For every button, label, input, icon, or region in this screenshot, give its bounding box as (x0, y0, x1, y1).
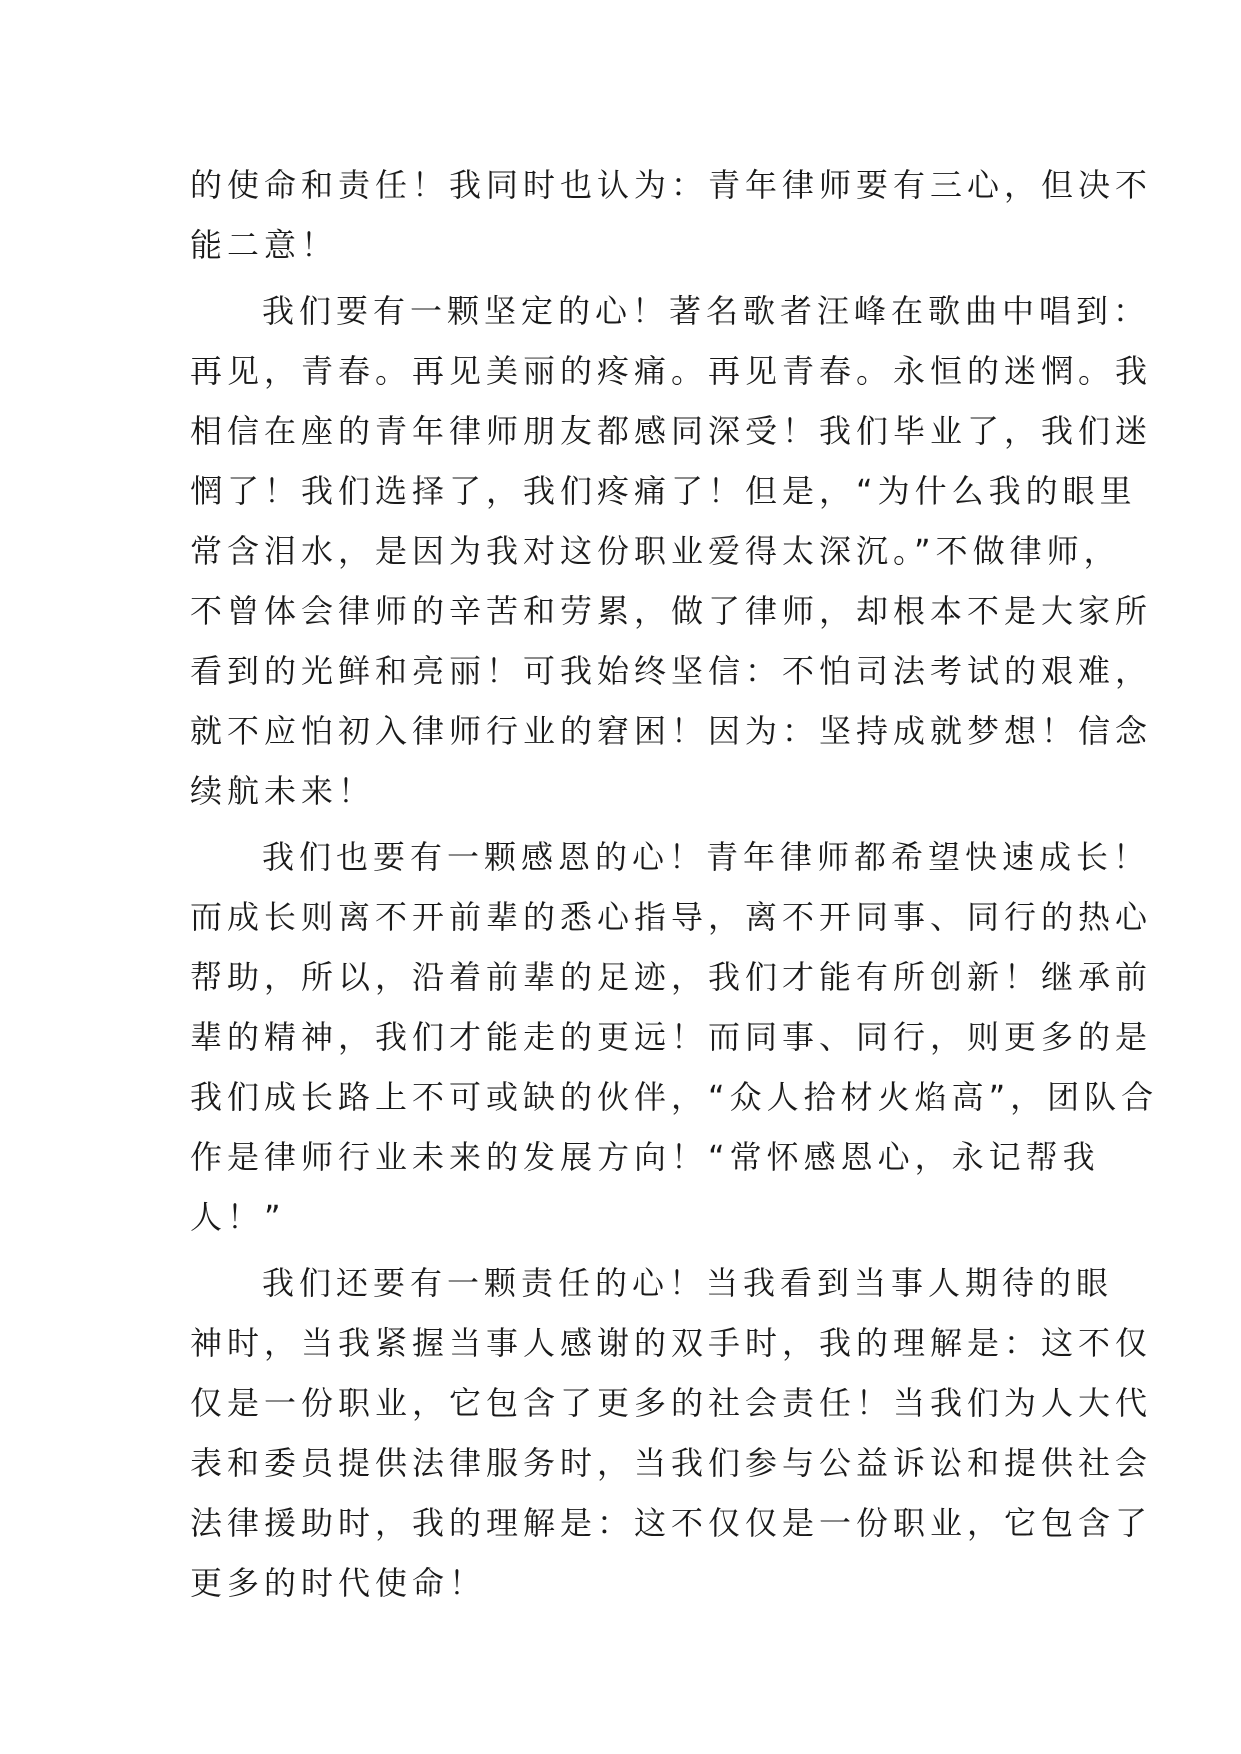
text-line: 我们也要有一颗感恩的心！青年律师都希望快速成长！ (262, 838, 1151, 876)
text-line: 相信在座的青年律师朋友都感同深受！我们毕业了，我们迷 (190, 412, 1153, 450)
text-line: 辈的精神，我们才能走的更远！而同事、同行，则更多的是 (190, 1018, 1153, 1056)
text-line: 能二意！ (190, 226, 339, 264)
text-line: 的使命和责任！我同时也认为：青年律师要有三心，但决不 (190, 166, 1153, 204)
text-line: 不曾体会律师的辛苦和劳累，做了律师，却根本不是大家所 (190, 592, 1153, 630)
text-line: 看到的光鲜和亮丽！可我始终坚信：不怕司法考试的艰难， (190, 652, 1153, 690)
text-line: 帮助，所以，沿着前辈的足迹，我们才能有所创新！继承前 (190, 958, 1153, 996)
paragraph (190, 281, 1153, 821)
text-line: 我们成长路上不可或缺的伙伴，“众人拾材火焰高”，团队合 (190, 1078, 1159, 1116)
text-line: 常含泪水，是因为我对这份职业爱得太深沉。”不做律师， (190, 532, 1121, 570)
text-line: 续航未来！ (190, 772, 376, 810)
text-line: 惘了！我们选择了，我们疼痛了！但是，“为什么我的眼里 (190, 472, 1137, 510)
text-line: 作是律师行业未来的发展方向！“常怀感恩心，永记帮我 (190, 1138, 1100, 1176)
text-line: 仅是一份职业，它包含了更多的社会责任！当我们为人大代 (190, 1384, 1153, 1422)
text-line: 人！” (190, 1198, 286, 1236)
text-line: 再见，青春。再见美丽的疼痛。再见青春。永恒的迷惘。我 (190, 352, 1153, 390)
text-line: 我们要有一颗坚定的心！著名歌者汪峰在歌曲中唱到： (262, 292, 1151, 330)
text-line: 表和委员提供法律服务时，当我们参与公益诉讼和提供社会 (190, 1444, 1153, 1482)
text-line: 我们还要有一颗责任的心！当我看到当事人期待的眼 (262, 1264, 1114, 1302)
text-line: 而成长则离不开前辈的悉心指导，离不开同事、同行的热心 (190, 898, 1153, 936)
text-line: 就不应怕初入律师行业的窘困！因为：坚持成就梦想！信念 (190, 712, 1153, 750)
paragraph (190, 155, 1153, 275)
text-line: 法律援助时，我的理解是：这不仅仅是一份职业，它包含了 (190, 1504, 1153, 1542)
paragraph (190, 827, 1159, 1247)
text-line: 更多的时代使命！ (190, 1564, 487, 1602)
text-line: 神时，当我紧握当事人感谢的双手时，我的理解是：这不仅 (190, 1324, 1153, 1362)
paragraph (190, 1253, 1153, 1613)
document-body (190, 155, 1159, 1613)
